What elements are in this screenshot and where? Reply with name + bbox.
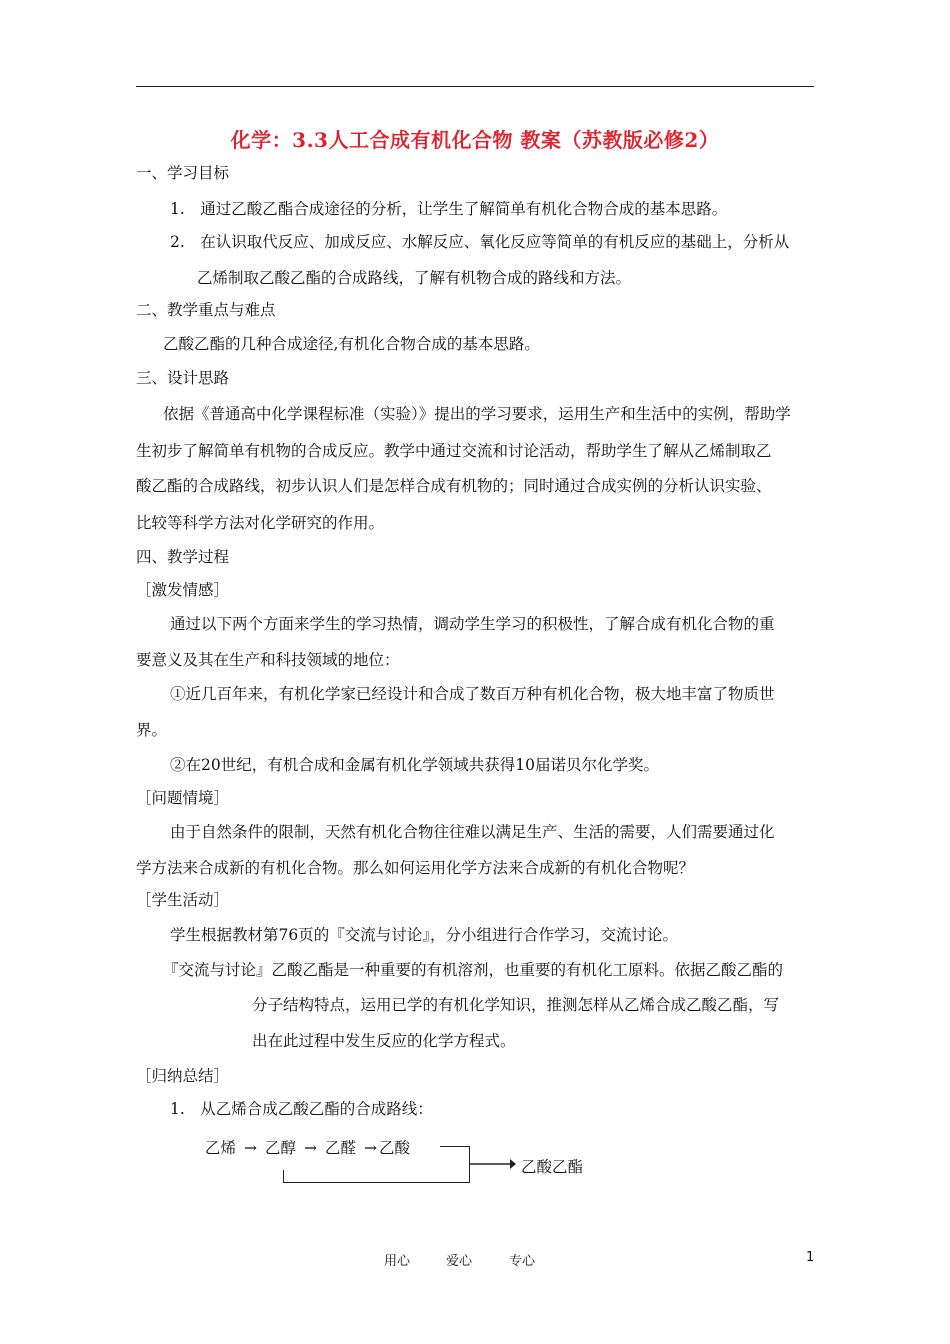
tag-activity: ［学生活动］ — [136, 891, 230, 909]
header-rule — [136, 86, 814, 87]
summary-item-1: 1. 从乙烯合成乙酸乙酯的合成路线： — [170, 1100, 433, 1118]
design-line-4: 比较等科学方法对化学研究的作用。 — [136, 514, 385, 532]
point-1-line-2: 界。 — [136, 721, 168, 739]
activity-line-2: 『交流与讨论』乙酸乙酯是一种重要的有机溶剂，也重要的有机化工原料。依据乙酸乙酯的 — [163, 961, 784, 979]
point-1-line-1: ①近几百年来，有机化学家已经设计和合成了数百万种有机化合物，极大地丰富了物质世 — [170, 685, 775, 703]
objective-item-2-cont: 乙烯制取乙酸乙酯的合成路线，了解有机物合成的路线和方法。 — [197, 269, 632, 287]
route-node-ethanol: 乙醇 — [265, 1139, 297, 1157]
motivate-line-1: 通过以下两个方面来学生的学习热情，调动学生学习的积极性，了解合成有机化合物的重 — [170, 615, 775, 633]
tag-motivate: ［激发情感］ — [136, 581, 230, 599]
activity-line-3: 分子结构特点，运用已学的有机化学知识，推测怎样从乙烯合成乙酸乙酯，写 — [252, 996, 780, 1014]
section-2-heading: 二、教学重点与难点 — [136, 301, 276, 319]
section-1-heading: 一、学习目标 — [136, 164, 230, 182]
connector-bracket — [284, 1146, 470, 1183]
footer-word-3: 专心 — [509, 1254, 536, 1269]
route-node-ethylene: 乙烯 — [205, 1139, 237, 1157]
document-title: 化学：3.3人工合成有机化合物 教案（苏教版必修2） — [230, 128, 720, 152]
tag-problem: ［问题情境］ — [136, 789, 230, 807]
page-number: 1 — [806, 1250, 815, 1265]
tag-summary: ［归纳总结］ — [136, 1067, 230, 1085]
product-arrow-icon — [470, 1158, 516, 1170]
objective-item-2: 2. 在认识取代反应、加成反应、水解反应、氧化反应等简单的有机反应的基础上，分析从 — [170, 233, 790, 251]
route-arrow: → — [304, 1139, 318, 1157]
activity-line-1: 学生根据教材第76页的『交流与讨论』，分小组进行合作学习，交流讨论。 — [170, 926, 678, 944]
objective-item-1: 1. 通过乙酸乙酯合成途径的分析，让学生了解简单有机化合物合成的基本思路。 — [170, 200, 728, 218]
connector-line-left — [283, 1170, 284, 1183]
footer-word-2: 爱心 — [446, 1254, 473, 1269]
route-arrow: → — [364, 1139, 378, 1157]
route-node-acetaldehyde: 乙醛 — [325, 1139, 357, 1157]
key-points-text: 乙酸乙酯的几种合成途径,有机化合物合成的基本思路。 — [163, 335, 540, 353]
route-arrow: → — [244, 1139, 258, 1157]
route-product: 乙酸乙酯 — [521, 1158, 584, 1176]
activity-line-4: 出在此过程中发生反应的化学方程式。 — [252, 1032, 516, 1050]
problem-line-2: 学方法来合成新的有机化合物。那么如何运用化学方法来合成新的有机化合物呢？ — [136, 859, 695, 877]
design-line-1: 依据《普通高中化学课程标准（实验）》提出的学习要求，运用生产和生活中的实例，帮助学 — [163, 405, 791, 423]
section-3-heading: 三、设计思路 — [136, 369, 230, 387]
problem-line-1: 由于自然条件的限制，天然有机化合物往往难以满足生产、生活的需要，人们需要通过化 — [170, 823, 775, 841]
section-4-heading: 四、教学过程 — [136, 548, 230, 566]
point-2: ②在20世纪，有机合成和金属有机化学领域共获得10届诺贝尔化学奖。 — [170, 756, 659, 774]
design-line-3: 酸乙酯的合成路线，初步认识人们是怎样合成有机物的；同时通过合成实例的分析认识实验、 — [136, 477, 772, 495]
design-line-2: 生初步了解简单有机物的合成反应。教学中通过交流和讨论活动，帮助学生了解从乙烯制取乙 — [136, 442, 772, 460]
footer-word-1: 用心 — [384, 1254, 411, 1269]
motivate-line-2: 要意义及其在生产和科技领域的地位： — [136, 651, 400, 669]
route-node-acetic-acid: 乙酸 — [379, 1139, 411, 1157]
